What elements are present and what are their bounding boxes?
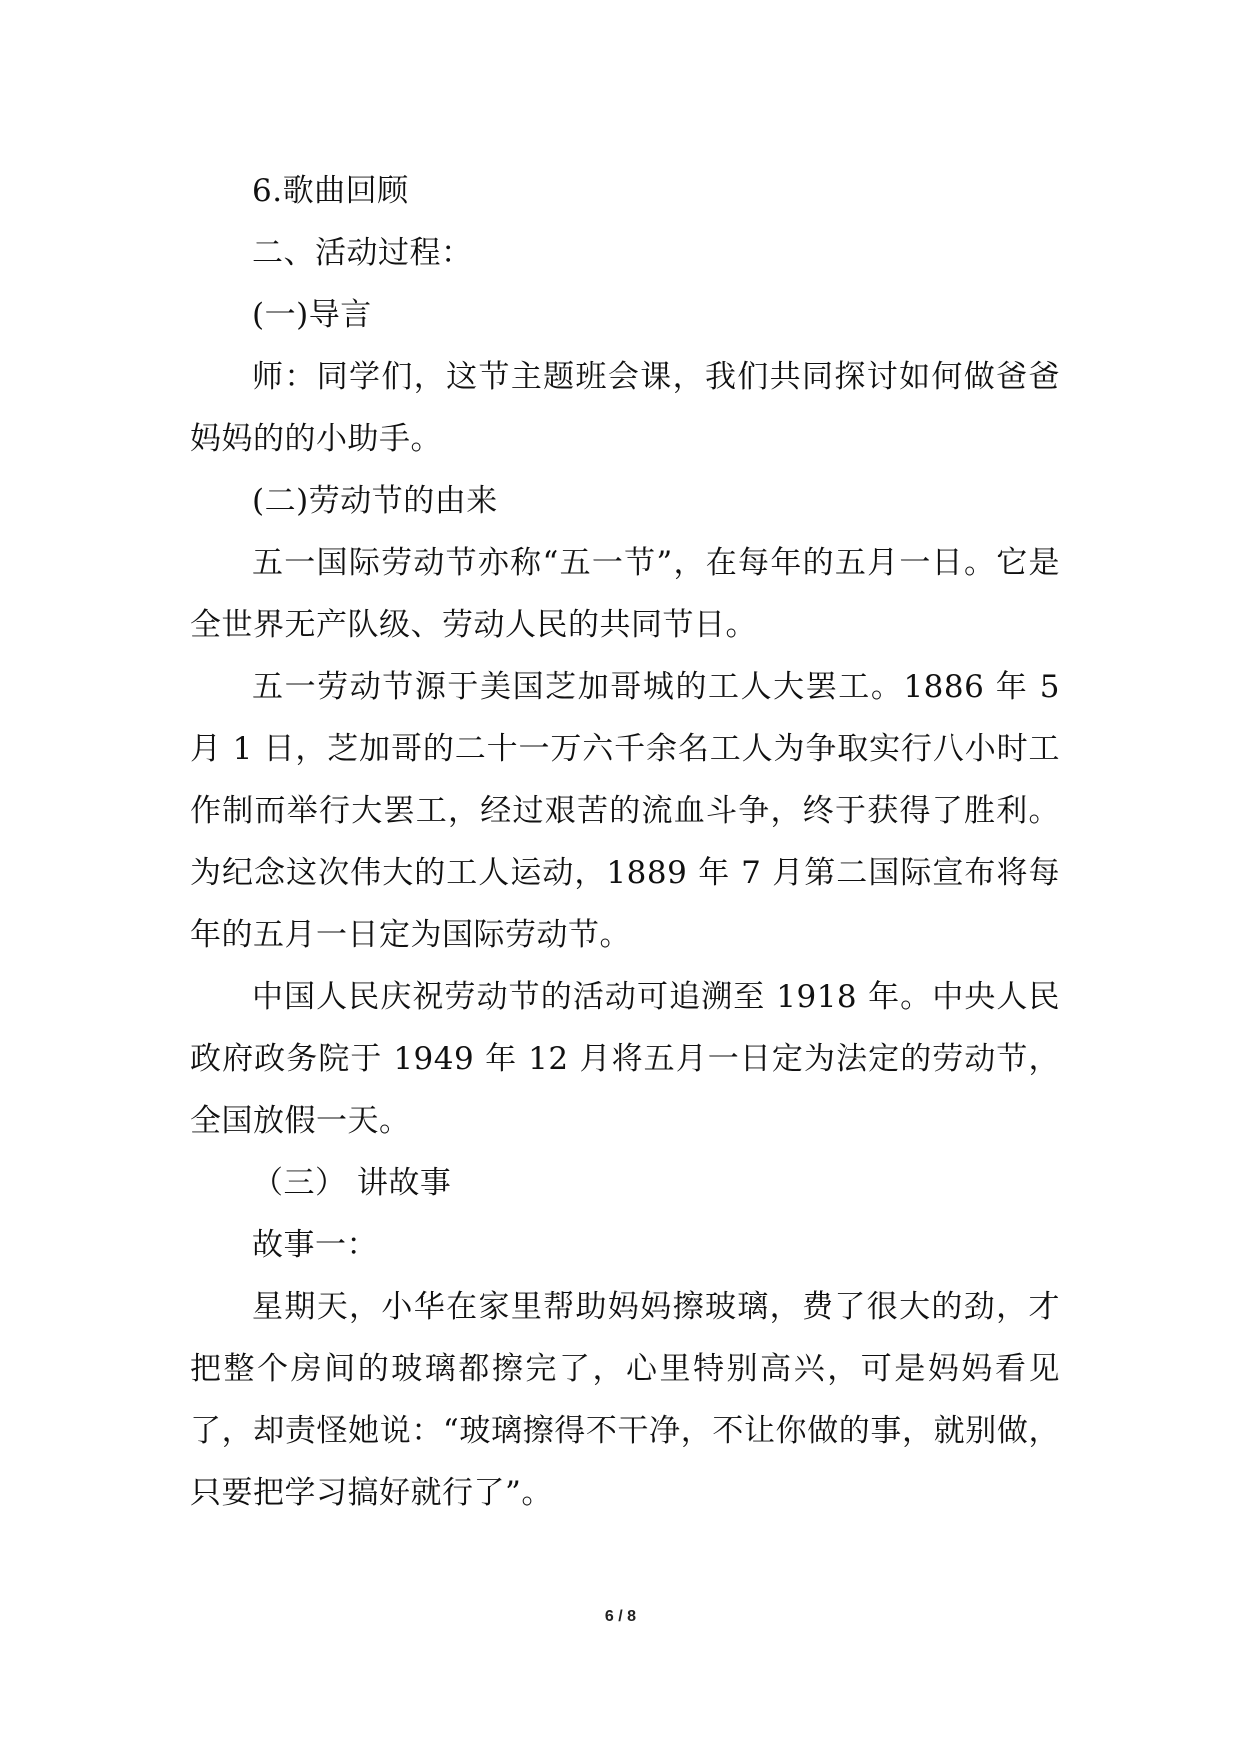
paragraph-labor-day-history: 五一劳动节源于美国芝加哥城的工人大罢工。1886 年 5 月 1 日，芝加哥的二十一万六千余名工人为争取实行八小时工作制而举行大罢工，经过艰苦的流血斗争，终于获得了胜利。为纪念这次伟大的工人运动，1889 年 7 月第二国际宣布将每年的五月一日定为国际劳动节。 xyxy=(190,669,1060,953)
subheading-introduction: (一)导言 xyxy=(252,297,372,333)
paragraph-labor-day-definition: 五一国际劳动节亦称“五一节”，在每年的五月一日。它是全世界无产队级、劳动人民的共同节日。 xyxy=(190,545,1060,643)
subheading-storytelling: （三） 讲故事 xyxy=(252,1165,452,1201)
subheading-labor-day-origin: (二)劳动节的由来 xyxy=(252,483,498,519)
story-one-label: 故事一： xyxy=(252,1227,378,1263)
list-item-song-review: 6.歌曲回顾 xyxy=(252,173,409,209)
paragraph-teacher-intro: 师：同学们，这节主题班会课，我们共同探讨如何做爸爸妈妈的的小助手。 xyxy=(190,359,1060,457)
page-number: 6 / 8 xyxy=(604,1608,637,1625)
paragraph-story-one: 星期天，小华在家里帮助妈妈擦玻璃，费了很大的劲，才把整个房间的玻璃都擦完了，心里特别高兴，可是妈妈看见了，却责怪她说：“玻璃擦得不干净，不让你做的事，就别做，只要把学习搞好就行了”。 xyxy=(190,1289,1060,1511)
document-body xyxy=(190,160,1060,1524)
section-heading-activity-process: 二、活动过程： xyxy=(252,235,473,271)
paragraph-china-labor-day: 中国人民庆祝劳动节的活动可追溯至 1918 年。中央人民政府政务院于 1949 年 12 月将五月一日定为法定的劳动节，全国放假一天。 xyxy=(190,979,1060,1139)
